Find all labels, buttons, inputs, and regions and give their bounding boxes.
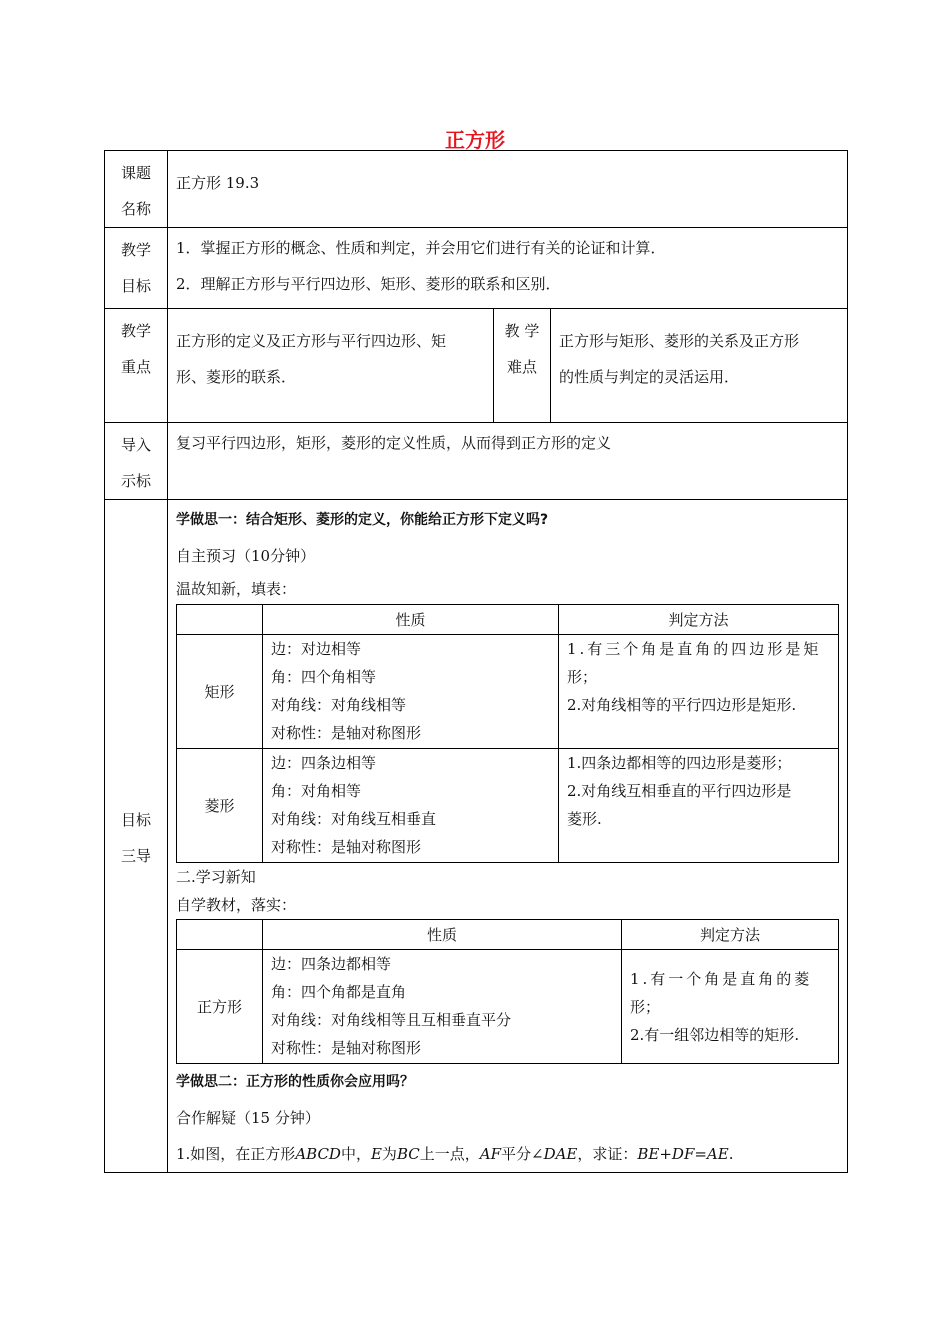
difficulty-text-1: 正方形与矩形、菱形的关系及正方形 [559, 332, 800, 350]
rectangle-judge-1: 1.有三个角是直角的四边形是矩 [567, 640, 822, 658]
guide-row [105, 500, 848, 1173]
key-label-1: 教学 [120, 322, 151, 340]
rhombus-prop-4: 对称性：是轴对称图形 [271, 838, 422, 856]
rhombus-prop-1: 边：四条边相等 [271, 754, 377, 772]
coop-heading: 合作解疑（15 分钟） [176, 1109, 320, 1127]
question-1: 学做思一：结合矩形、菱形的定义，你能给正方形下定义吗? [176, 512, 549, 528]
difficulty-label-2: 难点 [506, 358, 537, 376]
rhombus-judge-1: 1.四条边都相等的四边形是菱形； [567, 754, 792, 772]
difficulty-text-2: 的性质与判定的灵活运用． [559, 368, 740, 386]
table-row [177, 950, 839, 1064]
key-text-1: 正方形的定义及正方形与平行四边形、矩 [176, 332, 447, 350]
topic-label-1: 课题 [120, 164, 151, 182]
intro-text: 复习平行四边形，矩形，菱形的定义性质，从而得到正方形的定义 [176, 434, 612, 452]
rectangle-judge-2: 形； [567, 668, 598, 686]
key-points-row [105, 309, 848, 423]
rectangle-judge-3: 2.对角线相等的平行四边形是矩形. [567, 696, 797, 714]
rectangle-prop-2: 角：四个角相等 [271, 668, 377, 686]
square-prop-4: 对称性：是轴对称图形 [271, 1039, 422, 1057]
problem-1: 1.如图，在正方形ABCD中，E为BC上一点，AF平分∠DAE，求证：BE+DF=AE. [176, 1145, 734, 1163]
square-prop-1: 边：四条边都相等 [271, 955, 392, 973]
square-judge-1: 1.有一个角是直角的菱 [630, 969, 813, 988]
table2-header-props: 性质 [263, 920, 622, 950]
square-table [176, 919, 839, 1064]
question-2: 学做思二：正方形的性质你会应用吗？ [176, 1074, 414, 1090]
review-heading: 温故知新，填表： [176, 580, 297, 598]
intro-label-1: 导入 [120, 436, 151, 454]
goals-label-1: 教学 [120, 241, 151, 259]
page-title: 正方形 [445, 128, 505, 152]
topic-value: 正方形 19.3 [176, 174, 260, 192]
topic-row [105, 151, 848, 228]
intro-label-2: 示标 [120, 472, 151, 490]
rhombus-judge-3: 菱形. [567, 810, 602, 828]
rhombus-name: 菱形 [177, 749, 263, 863]
rhombus-prop-3: 对角线：对角线互相垂直 [271, 810, 437, 828]
rhombus-judge-2: 2.对角线互相垂直的平行四边形是 [567, 782, 792, 800]
rectangle-prop-3: 对角线：对角线相等 [271, 696, 407, 714]
topic-label-2: 名称 [120, 200, 151, 218]
rhombus-prop-2: 角：对角相等 [271, 782, 362, 800]
table1-header-props: 性质 [263, 605, 559, 635]
difficulty-label-1: 教 学 [504, 322, 540, 340]
rectangle-prop-1: 边：对边相等 [271, 640, 362, 658]
intro-row [105, 423, 848, 500]
square-prop-3: 对角线：对角线相等且互相垂直平分 [271, 1011, 512, 1029]
goals-label-2: 目标 [120, 277, 151, 295]
learn-new-heading: 二.学习新知 [176, 868, 256, 886]
table1-header-judge: 判定方法 [559, 605, 839, 635]
self-study-heading: 自学教材，落实： [176, 896, 297, 914]
square-name: 正方形 [177, 950, 263, 1064]
table-row [177, 749, 839, 863]
guide-label-2: 三导 [120, 847, 151, 865]
table-row [177, 635, 839, 749]
table2-header-judge: 判定方法 [622, 920, 839, 950]
square-judge-2: 形； [630, 997, 661, 1016]
key-text-2: 形、菱形的联系． [176, 368, 297, 386]
rectangle-prop-4: 对称性：是轴对称图形 [271, 724, 422, 742]
lesson-plan-table [104, 150, 848, 1173]
key-label-2: 重点 [120, 358, 151, 376]
goal-item-2: 2．理解正方形与平行四边形、矩形、菱形的联系和区别． [176, 275, 561, 293]
rectangle-name: 矩形 [177, 635, 263, 749]
guide-label-1: 目标 [120, 811, 151, 829]
preview-heading: 自主预习（10分钟） [176, 547, 316, 565]
goal-item-1: 1．掌握正方形的概念、性质和判定，并会用它们进行有关的论证和计算． [176, 239, 666, 257]
goals-row [105, 228, 848, 309]
rect-rhombus-table [176, 604, 839, 863]
square-judge-3: 2.有一组邻边相等的矩形. [630, 1025, 800, 1044]
square-prop-2: 角：四个角都是直角 [271, 983, 407, 1001]
